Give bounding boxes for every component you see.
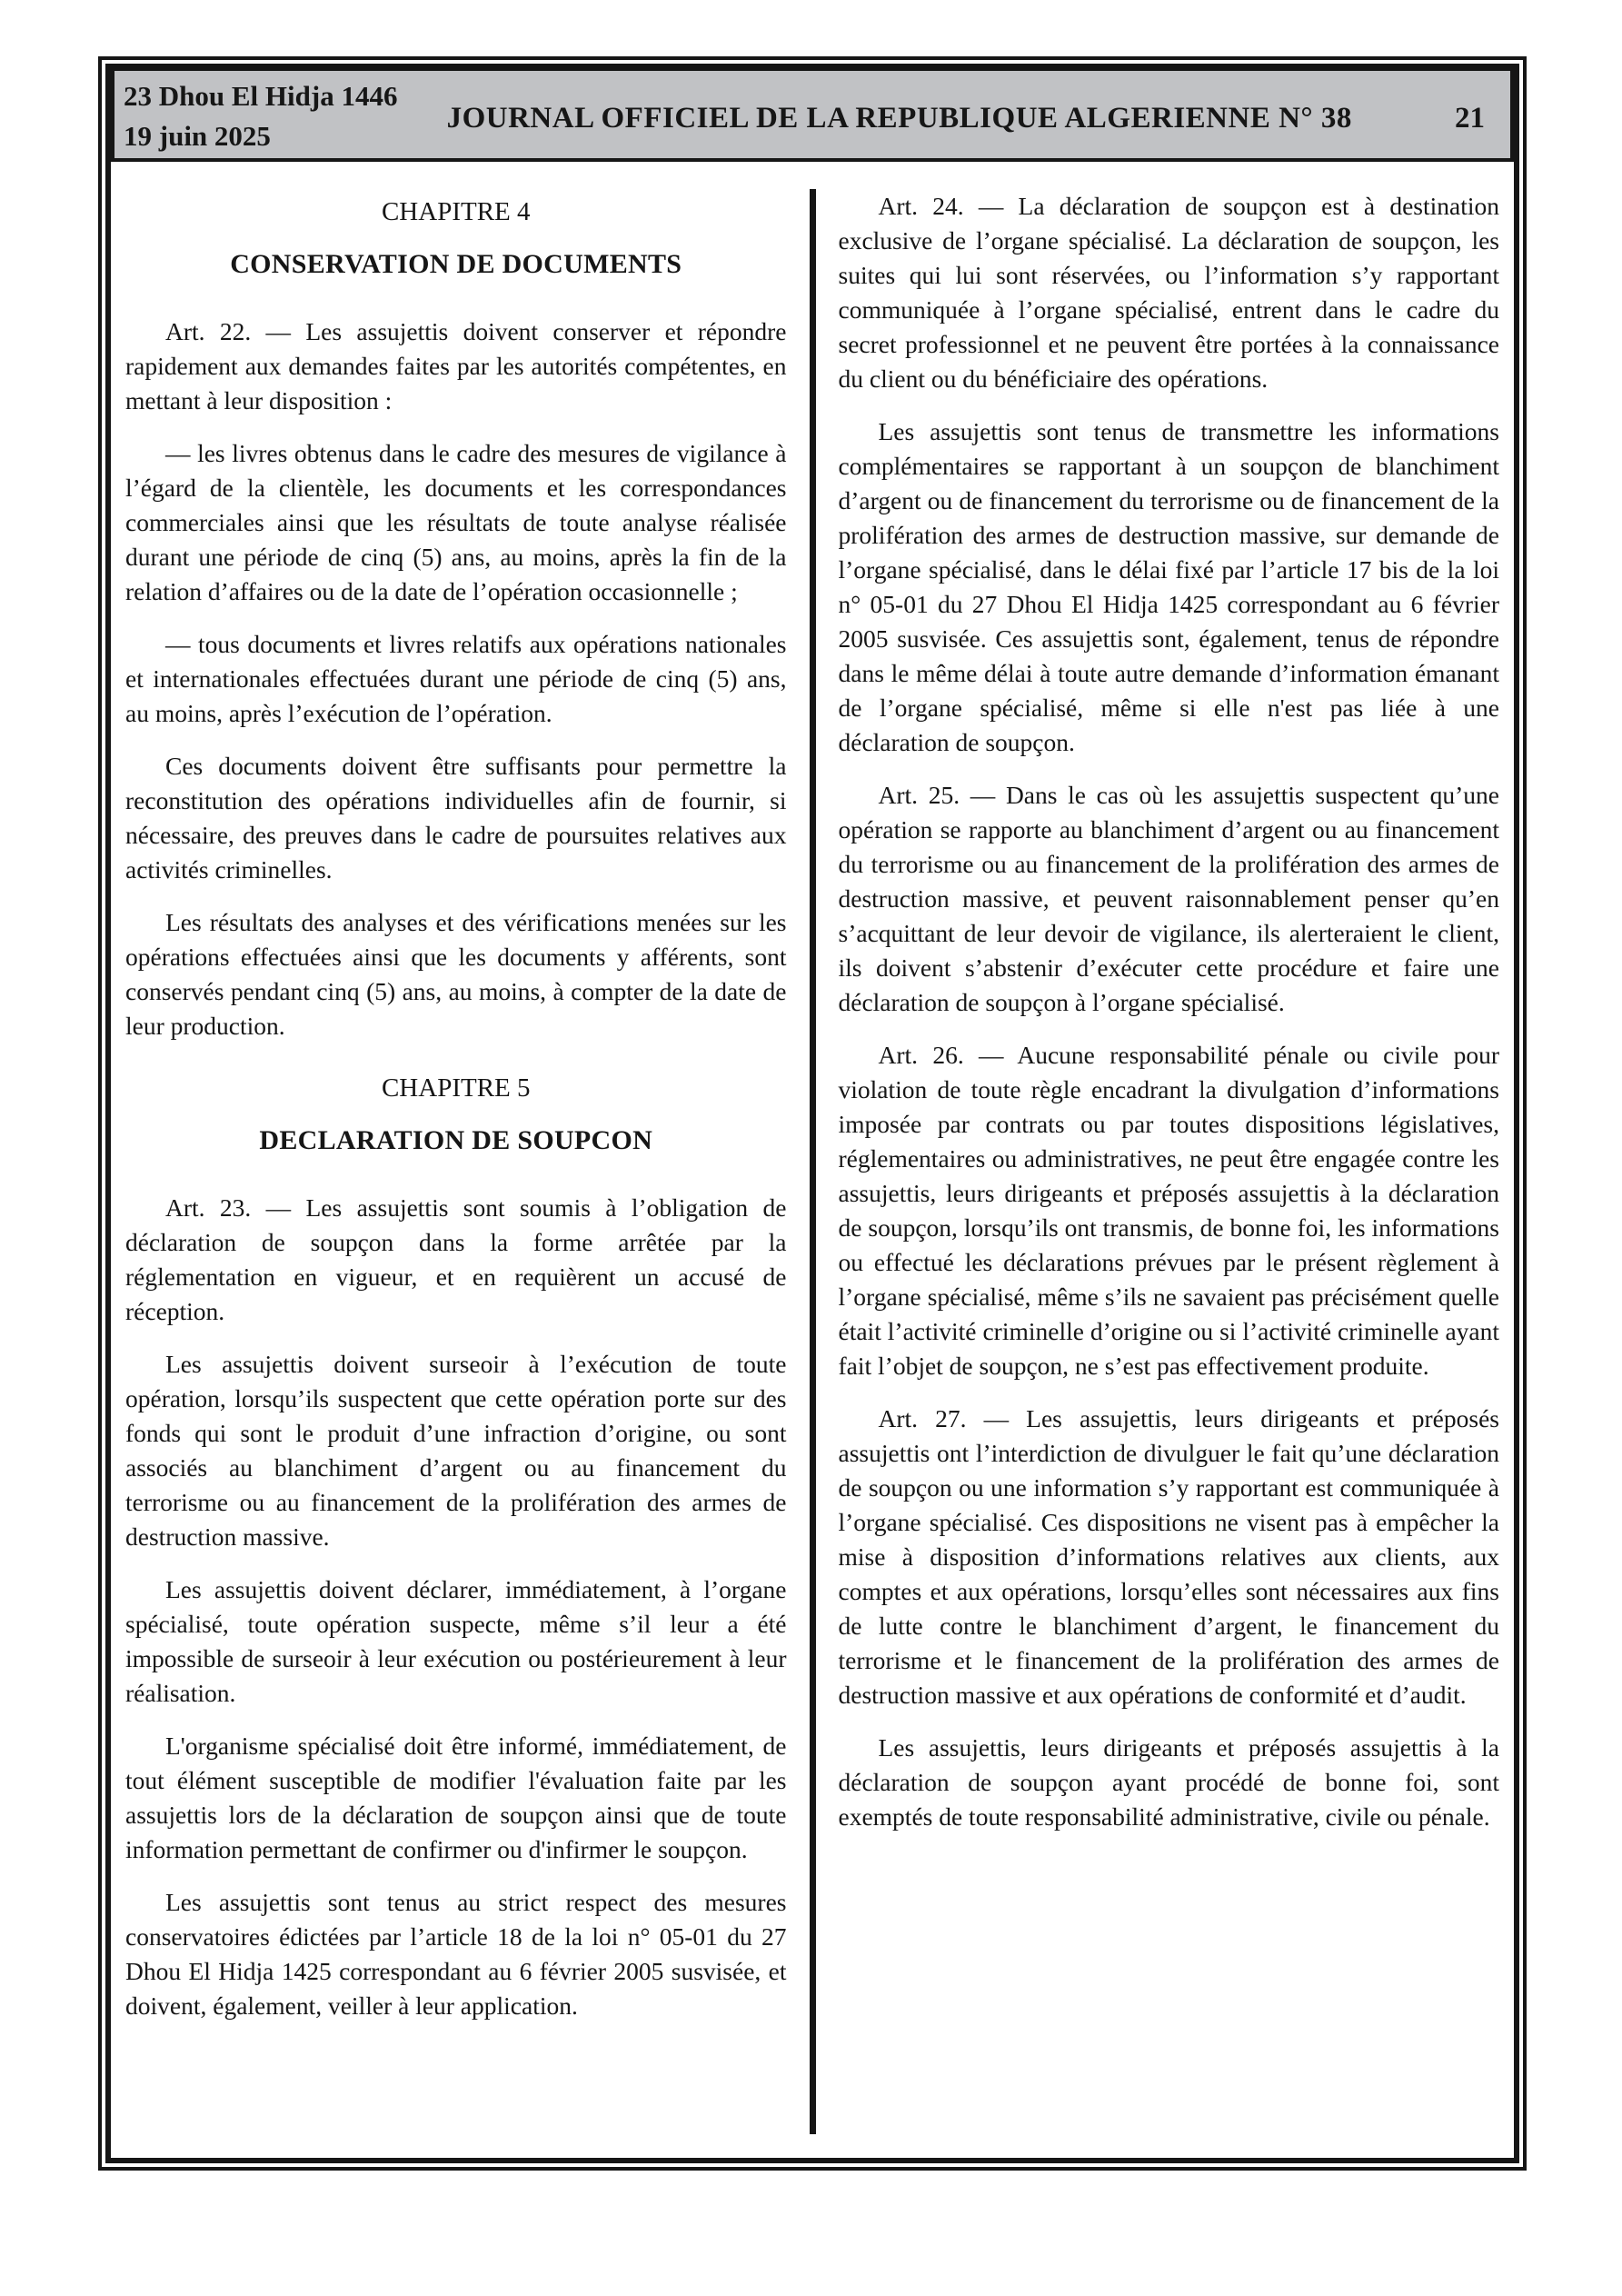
left-column [125,189,787,2134]
page-number: 21 [1455,102,1485,135]
masthead [111,69,1514,162]
list-item: — tous documents et livres relatifs aux opérations nationales et internationales effectuées durant une période de cinq (5) ans, au moins, après l’exécution de l’opération. [125,630,787,727]
paragraph-art-23: Art. 23. — Les assujettis sont soumis à l’obligation de déclaration de soupçon dans la forme arrêtée par la réglementation en vigueur, et en requièrent un accusé de réception. [125,1193,787,1325]
list-item: — les livres obtenus dans le cadre des mesures de vigilance à l’égard de la clientèle, les documents et les correspondances commerciales ainsi que les résultats de toute analyse réalisée durant une période de cinq (5) ans, au moins, après la fin de la relation d’affaires ou de la date de l’opération occasionnelle ; [125,439,787,605]
right-column [839,189,1500,2134]
paragraph-art-25: Art. 25. — Dans le cas où les assujettis suspectent qu’une opération se rapporte au blanchiment d’argent ou au financement du terrorisme ou au financement de la prolifération des armes de destruction massive, et peuvent raisonnablement penser qu’en s’acquittant de leur devoir de vigilance, ils alerteraient le client, ils doivent s’abstenir d’exécuter cette procédure et faire une déclaration de soupçon à l’organe spécialisé. [838,781,1499,1016]
page-frame [98,56,1527,2171]
paragraph: Les assujettis doivent déclarer, immédiatement, à l’organe spécialisé, toute opération suspecte, même s’il leur a été impossible de surseoir à leur exécution ou postérieurement à leur réalisation. [125,1575,787,1707]
paragraph: L'organisme spécialisé doit être informé, immédiatement, de tout élément susceptible de modifier l'évaluation faite par les assujettis lors de la déclaration de soupçon ainsi que de toute information permettant de confirmer ou d'infirmer le soupçon. [125,1732,787,1863]
paragraph-art-22: Art. 22. — Les assujettis doivent conserver et répondre rapidement aux demandes faites par les autorités compétentes, en mettant à leur disposition : [125,317,787,414]
journal-title: JOURNAL OFFICIEL DE LA REPUBLIQUE ALGERIENNE N° 38 [446,102,1352,135]
date-hijri: 23 Dhou El Hidja 1446 [124,80,398,112]
page-frame-inner [105,64,1519,2163]
chapter-5-title: DECLARATION DE SOUPCON [259,1125,653,1155]
paragraph: Les assujettis sont tenus au strict respect des mesures conservatoires édictées par l’article 18 de la loi n° 05-01 du 27 Dhou El Hidja 1425 correspondant au 6 février 2005 susvisée, et doivent, également, veiller à leur application. [125,1888,787,2020]
paragraph: Les résultats des analyses et des vérifications menées sur les opérations effectuées ainsi que les documents y afférents, sont conservés pendant cinq (5) ans, au moins, à compter de la date de leur production. [125,908,787,1040]
paragraph: Les assujettis doivent surseoir à l’exécution de toute opération, lorsqu’ils suspectent que cette opération porte sur des fonds qui sont le produit d’une infraction d’origine, ou sont associés au blanchiment d’argent ou au financement du terrorisme ou au financement de la prolifération des armes de destruction massive. [125,1350,787,1551]
page-body [111,162,1514,2158]
chapter-5-label: CHAPITRE 5 [381,1073,531,1103]
date-gregorian: 19 juin 2025 [124,120,271,152]
paragraph: Les assujettis, leurs dirigeants et préposés assujettis à la déclaration de soupçon ayant procédé de bonne foi, sont exemptés de toute responsabilité administrative, civile ou pénale. [838,1733,1499,1831]
paragraph: Ces documents doivent être suffisants pour permettre la reconstitution des opérations individuelles afin de fournir, si nécessaire, des preuves dans le cadre de poursuites relatives aux activités criminelles. [125,752,787,883]
chapter-4-label: CHAPITRE 4 [381,197,531,226]
paragraph: Les assujettis sont tenus de transmettre les informations complémentaires se rapportant à un soupçon de blanchiment d’argent ou de financement du terrorisme ou de financement de la prolifération des armes de destruction massive, sur demande de l’organe spécialisé, dans le délai fixé par l’article 17 bis de la loi n° 05-01 du 27 Dhou El Hidja 1425 correspondant au 6 février 2005 susvisée. Ces assujettis sont, également, tenus de répondre dans le même délai à toute autre demande d’information émanant de l’organe spécialisé, même si elle n'est pas liée à une déclaration de soupçon. [838,417,1499,756]
paragraph-art-24: Art. 24. — La déclaration de soupçon est à destination exclusive de l’organe spécialisé. La déclaration de soupçon, les suites qui lui sont réservées, ou l’information s’y rapportant communiquée à l’organe spécialisé, entrent dans le cadre du secret professionnel et ne peuvent être portées à la connaissance du client ou du bénéficiaire des opérations. [838,192,1499,393]
column-divider [810,189,816,2134]
chapter-4-title: CONSERVATION DE DOCUMENTS [230,249,682,279]
paragraph-art-27: Art. 27. — Les assujettis, leurs dirigeants et préposés assujettis ont l’interdiction de divulguer le fait qu’une déclaration de soupçon ou une information s’y rapportant est communiquée à l’organe spécialisé. Ces dispositions ne visent pas à empêcher la mise à disposition d’informations relatives aux clients, aux comptes et aux opérations, lorsqu’elles sont nécessaires aux fins de lutte contre le blanchiment d’argent, le financement du terrorisme et le financement de la prolifération des armes de destruction massive et aux opérations de conformité et d’audit. [838,1404,1499,1709]
masthead-dates [114,71,397,158]
paragraph-art-26: Art. 26. — Aucune responsabilité pénale ou civile pour violation de toute règle encadrant la divulgation d’informations imposée par contrats ou par toutes dispositions législatives, réglementaires ou administratives, ne peut être engagée contre les assujettis, leurs dirigeants et préposés assujettis à la déclaration de soupçon, lorsqu’ils ont transmis, de bonne foi, les informations ou effectué les déclarations prévues par le présent règlement à l’organe spécialisé, même s’ils ne savaient pas précisément quelle était l’activité criminelle d’origine ou si l’activité criminelle ayant fait l’objet de soupçon, ne s’est pas effectivement produite. [838,1041,1499,1380]
